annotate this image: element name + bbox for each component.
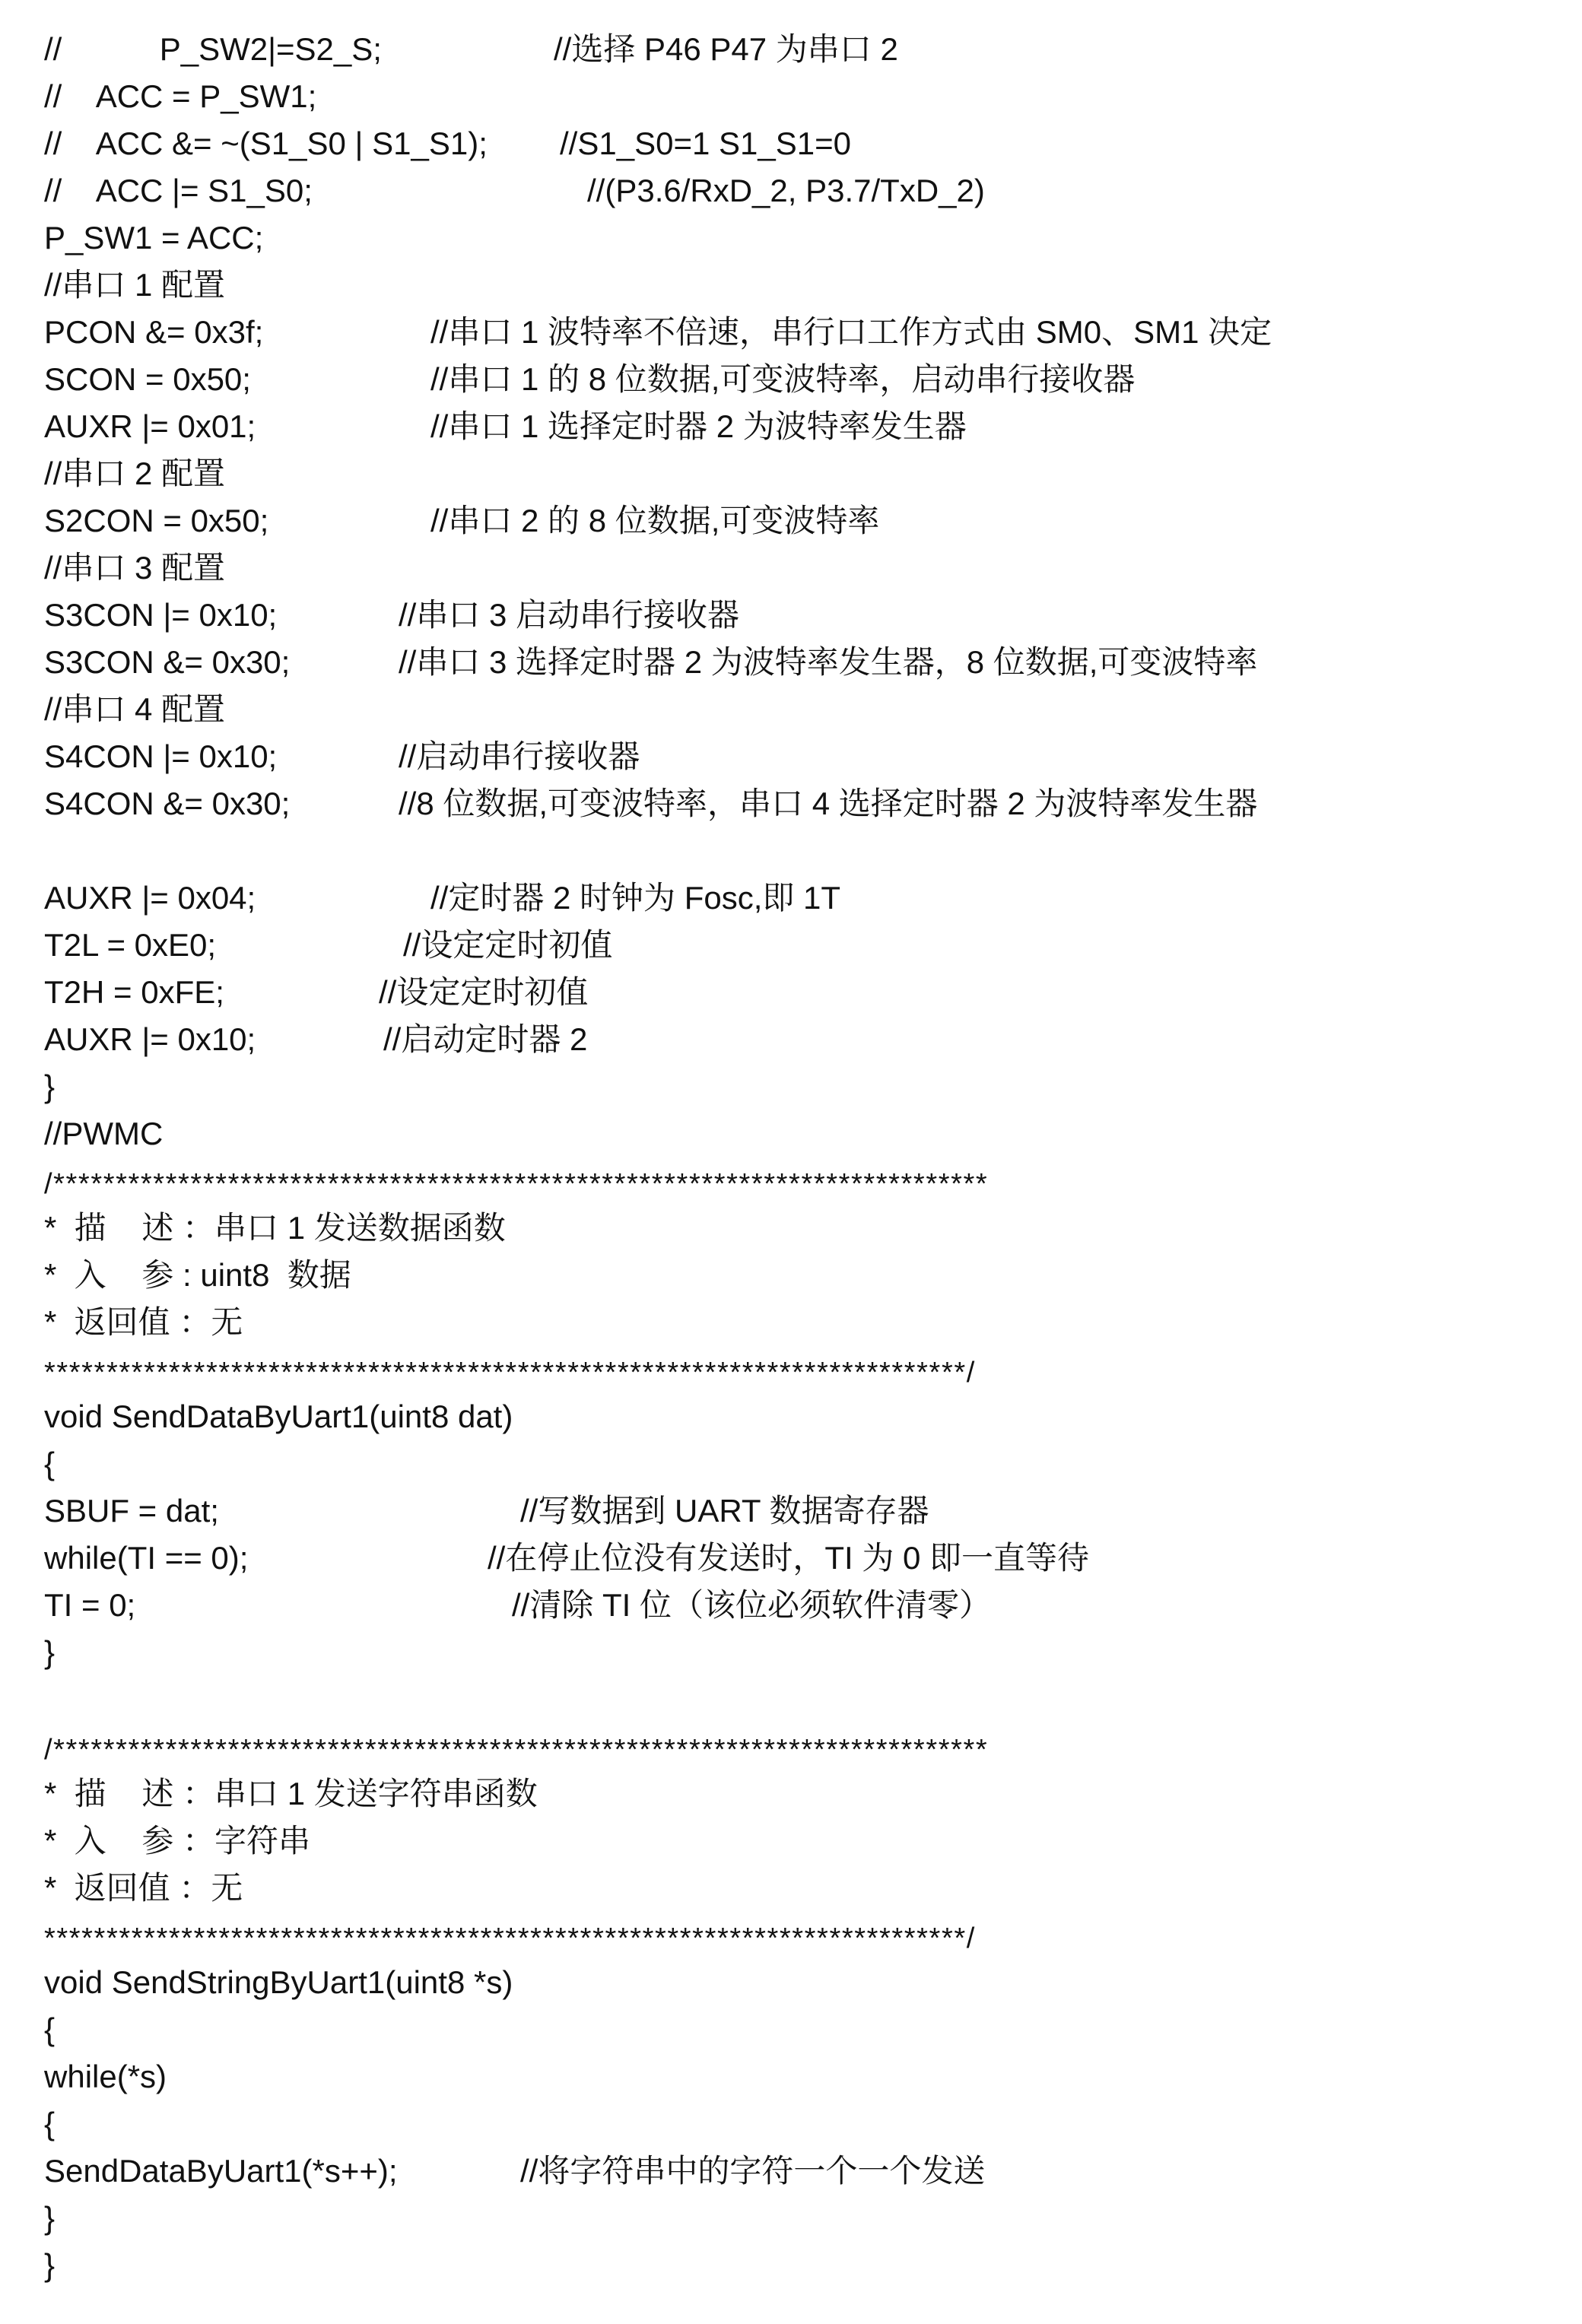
code-text: void SendStringByUart1(uint8 *s) [44, 1964, 513, 2000]
code-comment: //串口 2 的 8 位数据,可变波特率 [430, 503, 880, 538]
code-line [44, 2006, 1558, 2053]
code-comment: //将字符串中的字符一个一个发送 [520, 2153, 986, 2189]
code-line [44, 167, 1558, 214]
code-text: S2CON = 0x50; [44, 503, 269, 538]
code-line [44, 1440, 1558, 1487]
code-line [44, 922, 1558, 969]
code-line [44, 1063, 1558, 1110]
code-comment: //8 位数据,可变波特率，串口 4 选择定时器 2 为波特率发生器 [399, 786, 1258, 821]
code-line [44, 733, 1558, 780]
code-line [44, 1535, 1558, 1582]
code-text: //串口 4 配置 [44, 691, 226, 727]
code-text: SCON = 0x50; [44, 361, 251, 397]
code-line [44, 1110, 1558, 1157]
code-text: //串口 3 配置 [44, 550, 226, 586]
code-line [44, 1629, 1558, 1676]
code-line [44, 686, 1558, 733]
code-line [44, 1959, 1558, 2006]
code-line [44, 592, 1558, 639]
code-text: **************************************************************************/ [44, 1357, 976, 1389]
code-line [44, 120, 1558, 167]
code-comment: //串口 3 选择定时器 2 为波特率发生器，8 位数据,可变波特率 [399, 644, 1258, 680]
code-text: //串口 1 配置 [44, 267, 226, 303]
code-text: * 返回值 ：无 [44, 1870, 243, 1906]
code-text: while(TI == 0); [44, 1540, 249, 1576]
code-line [44, 1582, 1558, 1629]
code-comment: //选择 P46 P47 为串口 2 [554, 31, 898, 67]
code-comment: //S1_S0=1 S1_S1=0 [560, 125, 851, 161]
code-line [44, 1818, 1558, 1865]
code-line [44, 262, 1558, 309]
code-text: // ACC |= S1_S0; [44, 173, 313, 208]
code-line [44, 309, 1558, 356]
code-line [44, 2242, 1558, 2289]
code-text: } [44, 1634, 56, 1670]
code-text: while(*s) [44, 2059, 167, 2094]
code-line [44, 1487, 1558, 1535]
code-line [44, 639, 1558, 686]
code-text: * 返回值 ：无 [44, 1304, 243, 1340]
code-text: //PWMC [44, 1116, 164, 1151]
code-text: T2L = 0xE0; [44, 927, 217, 963]
code-line [44, 969, 1558, 1016]
code-comment: //启动定时器 2 [383, 1021, 588, 1057]
code-text: } [44, 2247, 56, 2283]
code-line [44, 450, 1558, 497]
code-line [44, 1157, 1558, 1205]
code-text: { [44, 2011, 56, 2047]
code-line [44, 875, 1558, 922]
code-comment: //启动串行接收器 [399, 738, 640, 774]
code-text: AUXR |= 0x01; [44, 408, 256, 444]
code-text: /*************************************************************************** [44, 1734, 989, 1766]
code-comment: //清除 TI 位（该位必须软件清零） [512, 1587, 992, 1623]
code-text: //串口 2 配置 [44, 456, 226, 491]
code-line [44, 497, 1558, 544]
code-text: * 描 述 ：串口 1 发送数据函数 [44, 1210, 506, 1246]
code-line [44, 1676, 1558, 1723]
code-line [44, 1393, 1558, 1440]
code-text: * 入 参 ：字符串 [44, 1823, 311, 1859]
code-line [44, 1016, 1558, 1063]
code-line [44, 1252, 1558, 1299]
code-comment: //在停止位没有发送时，TI 为 0 即一直等待 [488, 1540, 1090, 1576]
code-line [44, 2148, 1558, 2195]
code-text: * 入 参 : uint8 数据 [44, 1257, 351, 1293]
code-text: T2H = 0xFE; [44, 974, 224, 1010]
code-line [44, 1723, 1558, 1770]
code-text: TI = 0; [44, 1587, 136, 1623]
code-line [44, 356, 1558, 403]
code-line [44, 2053, 1558, 2100]
code-text: SendDataByUart1(*s++); [44, 2153, 398, 2189]
code-line [44, 544, 1558, 592]
code-comment: //设定定时初值 [403, 927, 613, 963]
code-text: /*************************************************************************** [44, 1168, 989, 1200]
code-text: **************************************************************************/ [44, 1922, 976, 1954]
code-line [44, 1346, 1558, 1393]
code-line [44, 780, 1558, 827]
code-line [44, 1912, 1558, 1959]
code-text: AUXR |= 0x04; [44, 880, 256, 916]
code-text: void SendDataByUart1(uint8 dat) [44, 1399, 513, 1434]
code-text: P_SW1 = ACC; [44, 220, 264, 256]
code-text: { [44, 1446, 56, 1481]
code-line [44, 1299, 1558, 1346]
code-line [44, 403, 1558, 450]
code-line [44, 214, 1558, 262]
code-text: // P_SW2|=S2_S; [44, 31, 382, 67]
code-comment: //串口 1 的 8 位数据,可变波特率，启动串行接收器 [430, 361, 1136, 397]
code-text: { [44, 2106, 56, 2141]
code-line [44, 2195, 1558, 2242]
code-text: S3CON |= 0x10; [44, 597, 278, 633]
code-document [44, 26, 1558, 2289]
code-text: SBUF = dat; [44, 1493, 219, 1529]
code-text: S4CON &= 0x30; [44, 786, 291, 821]
code-comment: //串口 3 启动串行接收器 [399, 597, 740, 633]
code-line [44, 827, 1558, 875]
code-line [44, 2100, 1558, 2148]
code-line [44, 26, 1558, 73]
code-comment: //写数据到 UART 数据寄存器 [520, 1493, 929, 1529]
code-text: S4CON |= 0x10; [44, 738, 278, 774]
code-text: AUXR |= 0x10; [44, 1021, 256, 1057]
code-line [44, 73, 1558, 120]
code-text: } [44, 2200, 56, 2236]
code-text: // ACC &= ~(S1_S0 | S1_S1); [44, 125, 488, 161]
code-line [44, 1770, 1558, 1818]
code-comment: //串口 1 选择定时器 2 为波特率发生器 [430, 408, 967, 444]
code-comment: //定时器 2 时钟为 Fosc,即 1T [430, 880, 841, 916]
code-line [44, 1865, 1558, 1912]
code-text: * 描 述 ：串口 1 发送字符串函数 [44, 1776, 538, 1811]
code-text: PCON &= 0x3f; [44, 314, 264, 350]
code-text: // ACC = P_SW1; [44, 78, 317, 114]
code-comment: //串口 1 波特率不倍速，串行口工作方式由 SM0、SM1 决定 [430, 314, 1272, 350]
code-text: } [44, 1068, 56, 1104]
code-comment: //(P3.6/RxD_2, P3.7/TxD_2) [587, 173, 985, 208]
code-comment: //设定定时初值 [379, 974, 589, 1010]
code-text: S3CON &= 0x30; [44, 644, 291, 680]
code-line [44, 1205, 1558, 1252]
